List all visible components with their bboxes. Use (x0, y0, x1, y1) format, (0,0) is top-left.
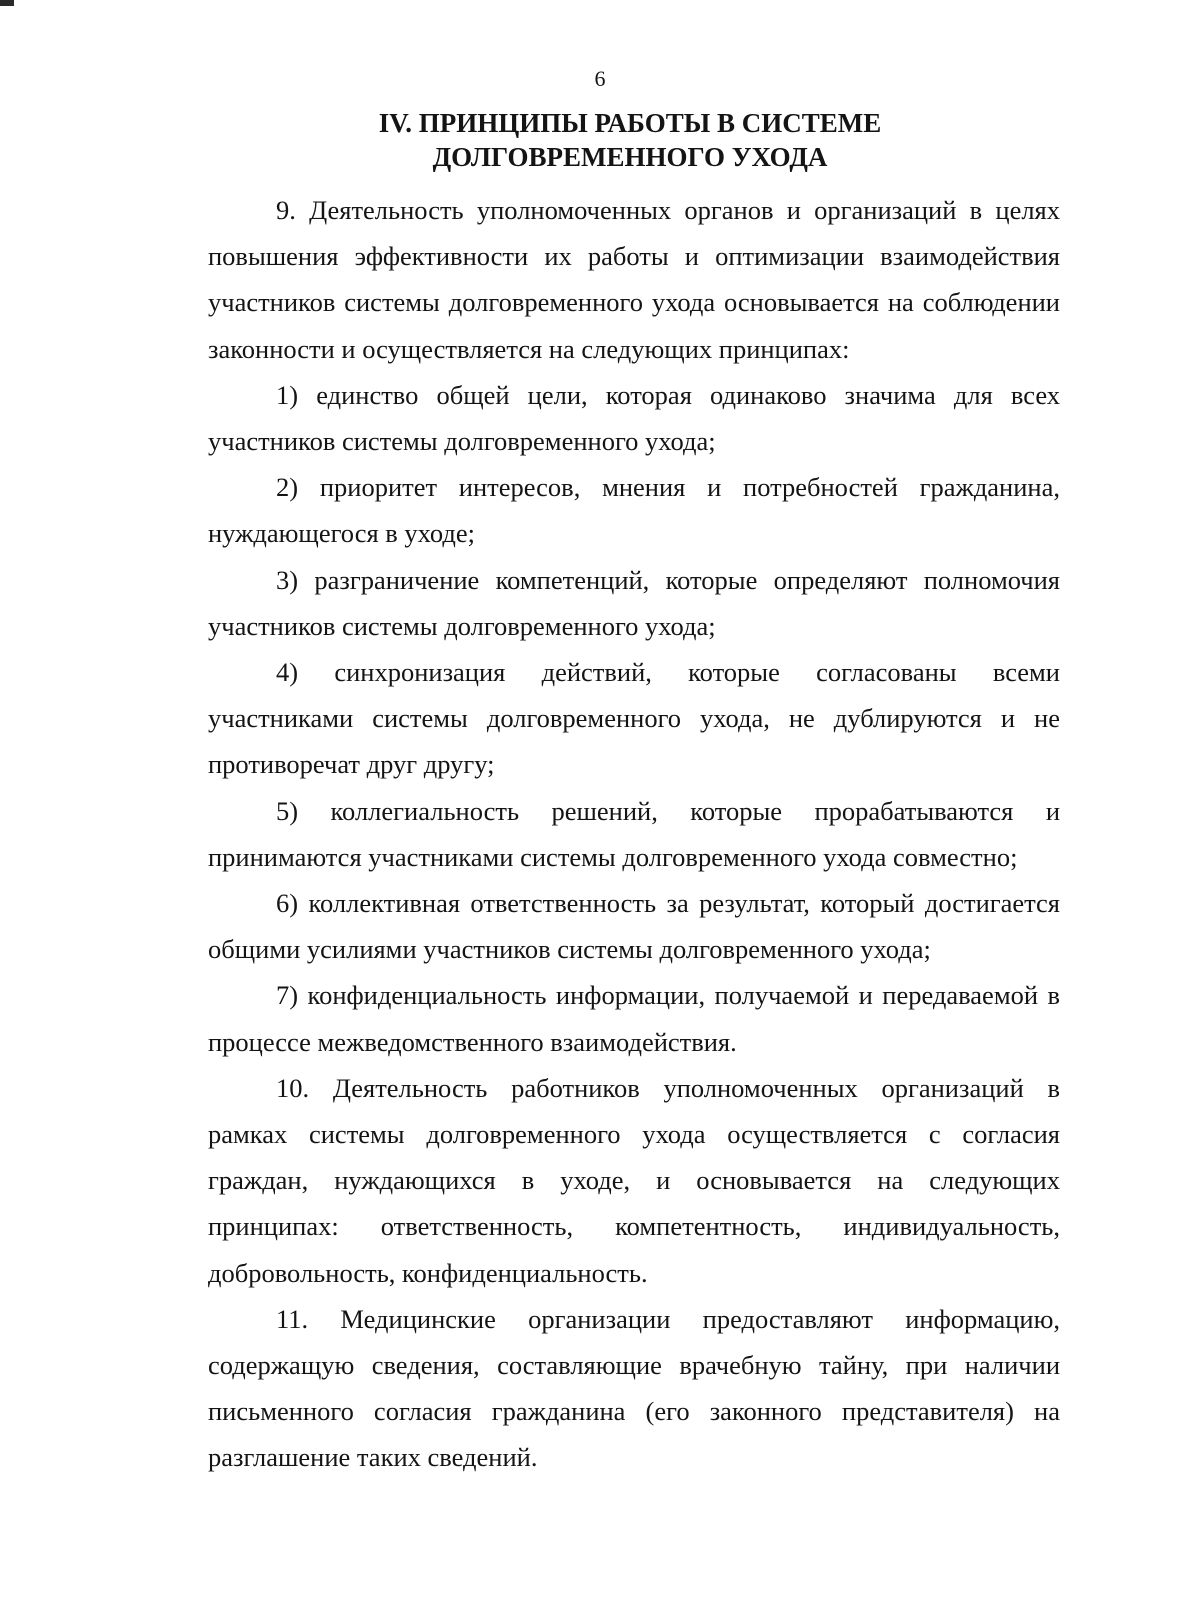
list-item-2: 2) приоритет интересов, мнения и потребностей гражданина, нуждающегося в уходе; (208, 472, 1060, 549)
paragraph-9: 9. Деятельность уполномоченных органов и организаций в целях повышения эффективности их работы и оптимизации взаимодействия участников системы долговременного ухода основывается на соблюдении законности и осуществляется на следующих принципах: (208, 195, 1060, 364)
section-heading-line-2: ДОЛГОВРЕМЕННОГО УХОДА (432, 142, 828, 172)
page-number: 6 (594, 66, 606, 91)
document-body (208, 187, 1060, 1481)
list-item-3: 3) разграничение компетенций, которые определяют полномочия участников системы долговременного ухода; (208, 564, 1060, 641)
paragraph-11: 11. Медицинские организации предоставляют информацию, содержащую сведения, составляющие врачебную тайну, при наличии письменного согласия гражданина (его законного представителя) на разглашение таких сведений. (208, 1303, 1060, 1473)
list-item-1: 1) единство общей цели, которая одинаково значима для всех участников системы долговременного ухода; (208, 379, 1060, 457)
list-item-7: 7) конфиденциальность информации, получаемой и передаваемой в процессе межведомственного взаимодействия. (208, 980, 1060, 1057)
section-heading-line-1: IV. ПРИНЦИПЫ РАБОТЫ В СИСТЕМЕ (378, 108, 882, 138)
list-item-5: 5) коллегиальность решений, которые прорабатываются и принимаются участниками системы долговременного ухода совместно; (208, 795, 1060, 872)
list-item-4: 4) синхронизация действий, которые согласованы всеми участниками системы долговременного ухода, не дублируются и не противоречат друг другу; (208, 657, 1060, 780)
section-heading (200, 106, 1060, 174)
paragraph-10: 10. Деятельность работников уполномоченных организаций в рамках системы долговременного ухода осуществляется с согласия граждан, нуждающихся в уходе, и основывается на следующих принципах: ответственность, компетентность, индивидуальность, добровольность, конфиденциальность. (208, 1072, 1060, 1288)
list-item-6: 6) коллективная ответственность за результат, который достигается общими усилиями участников системы долговременного ухода; (208, 888, 1060, 965)
scan-edge-mark (0, 0, 14, 6)
